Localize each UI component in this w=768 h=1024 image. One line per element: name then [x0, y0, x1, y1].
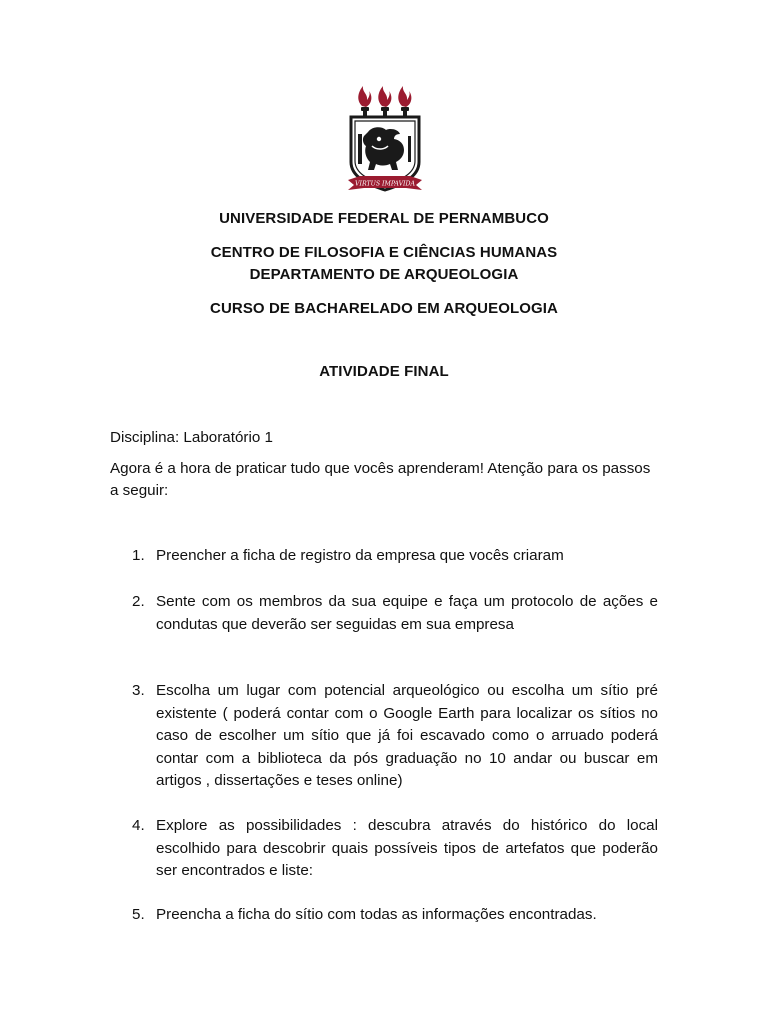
- list-text: Preencha a ficha do sítio com todas as informações encontradas.: [156, 906, 597, 923]
- list-item: [132, 545, 658, 568]
- list-text: Explore as possibilidades : descubra através do histórico do local escolhido para descobrir quais possíveis tipos de artefatos que poderão ser encontrados e liste:: [156, 817, 658, 879]
- motto-text: VIRTUS IMPAVIDA: [355, 180, 415, 188]
- center-name: CENTRO DE FILOSOFIA E CIÊNCIAS HUMANAS: [210, 244, 558, 261]
- list-number: 4.: [132, 817, 145, 834]
- list-item: [132, 680, 658, 793]
- activity-title: ATIVIDADE FINAL: [319, 363, 449, 380]
- list-number: 3.: [132, 682, 145, 699]
- list-number: 5.: [132, 906, 145, 923]
- torch-flames: [358, 86, 411, 107]
- list-text: Sente com os membros da sua equipe e faça um protocolo de ações e condutas que deverão ser seguidas em sua empresa: [156, 593, 658, 633]
- university-crest-logo: [346, 84, 424, 200]
- list-item: [132, 591, 658, 636]
- university-name: UNIVERSIDADE FEDERAL DE PERNAMBUCO: [219, 210, 549, 227]
- list-item: [132, 815, 658, 883]
- list-text: Preencher a ficha de registro da empresa que vocês criaram: [156, 547, 564, 564]
- list-number: 2.: [132, 593, 145, 610]
- list-item: [132, 904, 658, 927]
- department-name: DEPARTAMENTO DE ARQUEOLOGIA: [249, 266, 519, 283]
- discipline-line: Disciplina: Laboratório 1: [110, 429, 273, 446]
- list-number: 1.: [132, 547, 145, 564]
- intro-paragraph: Agora é a hora de praticar tudo que vocês aprenderam! Atenção para os passos a seguir:: [110, 460, 651, 499]
- course-name: CURSO DE BACHARELADO EM ARQUEOLOGIA: [210, 300, 558, 317]
- list-text: Escolha um lugar com potencial arqueológico ou escolha um sítio pré existente ( poderá contar com o Google Earth para localizar os sítios no caso de escolher um sítio que já foi escavado como o arruado poderá contar com a biblioteca da pós graduação no 10 andar ou buscar em artigos , dissertações e teses online): [156, 682, 658, 789]
